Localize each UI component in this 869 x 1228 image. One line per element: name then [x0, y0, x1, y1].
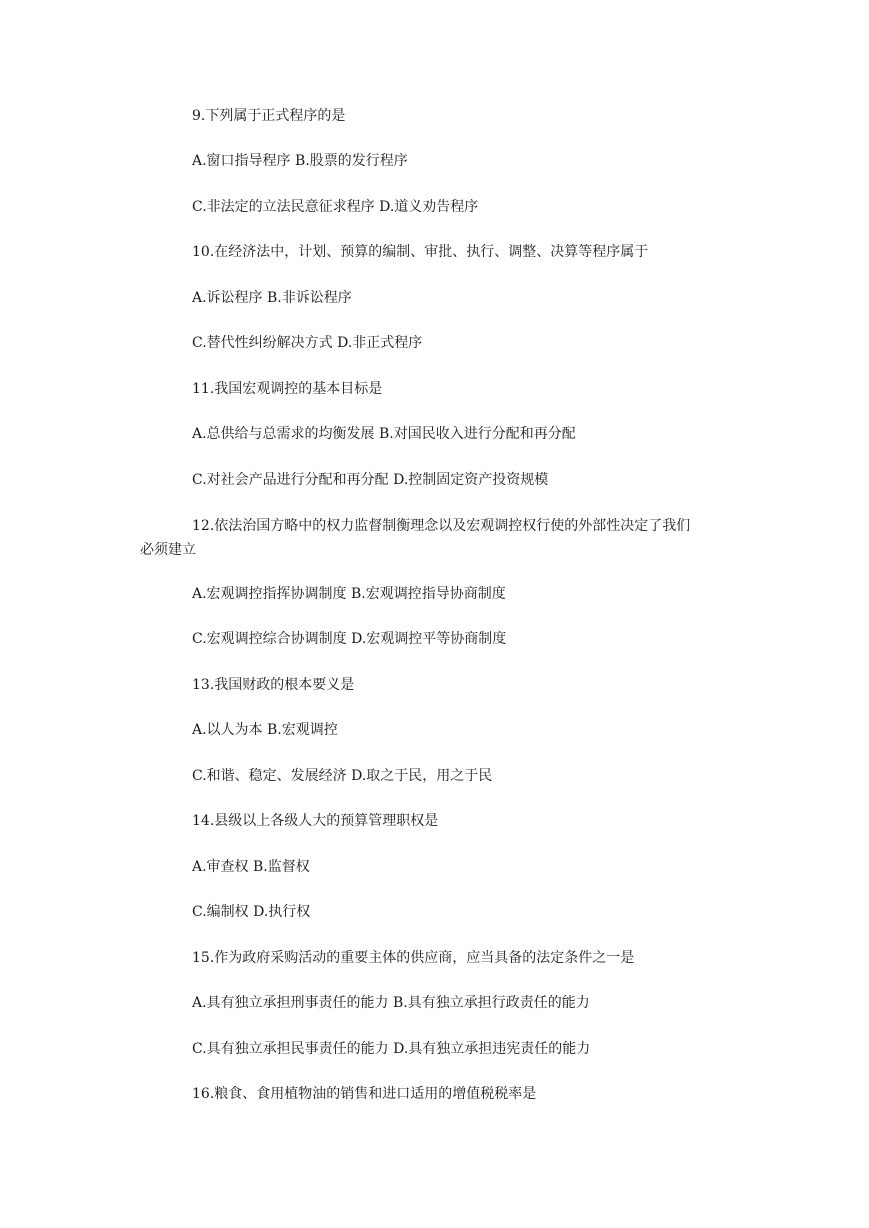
question-12-continuation: 必须建立: [140, 542, 196, 558]
question-14: 14.县级以上各级人大的预算管理职权是: [192, 813, 439, 829]
question-14-options-cd: C.编制权 D.执行权: [192, 904, 311, 920]
question-11-options-ab: A.总供给与总需求的均衡发展 B.对国民收入进行分配和再分配: [192, 426, 576, 442]
question-10: 10.在经济法中，计划、预算的编制、审批、执行、调整、决算等程序属于: [192, 244, 649, 260]
question-9: 9.下列属于正式程序的是: [192, 108, 346, 124]
question-12-options-ab: A.宏观调控指挥协调制度 B.宏观调控指导协商制度: [192, 586, 506, 602]
question-10-options-cd: C.替代性纠纷解决方式 D.非正式程序: [192, 335, 423, 351]
question-11-options-cd: C.对社会产品进行分配和再分配 D.控制固定资产投资规模: [192, 472, 549, 488]
question-13-options-ab: A.以人为本 B.宏观调控: [192, 722, 338, 738]
question-9-options-ab: A.窗口指导程序 B.股票的发行程序: [192, 153, 408, 169]
question-12-options-cd: C.宏观调控综合协调制度 D.宏观调控平等协商制度: [192, 631, 507, 647]
question-9-options-cd: C.非法定的立法民意征求程序 D.道义劝告程序: [192, 199, 479, 215]
question-15-options-ab: A.具有独立承担刑事责任的能力 B.具有独立承担行政责任的能力: [192, 995, 590, 1011]
question-15-options-cd: C.具有独立承担民事责任的能力 D.具有独立承担违宪责任的能力: [192, 1041, 591, 1057]
question-13-options-cd: C.和谐、稳定、发展经济 D.取之于民，用之于民: [192, 768, 493, 784]
question-15: 15.作为政府采购活动的重要主体的供应商，应当具备的法定条件之一是: [192, 950, 635, 966]
question-14-options-ab: A.审查权 B.监督权: [192, 859, 310, 875]
question-10-options-ab: A.诉讼程序 B.非诉讼程序: [192, 290, 352, 306]
question-12: 12.依法治国方略中的权力监督制衡理念以及宏观调控权行使的外部性决定了我们: [192, 518, 691, 534]
question-11: 11.我国宏观调控的基本目标是: [192, 381, 383, 397]
question-13: 13.我国财政的根本要义是: [192, 677, 355, 693]
question-16: 16.粮食、食用植物油的销售和进口适用的增值税税率是: [192, 1086, 537, 1102]
